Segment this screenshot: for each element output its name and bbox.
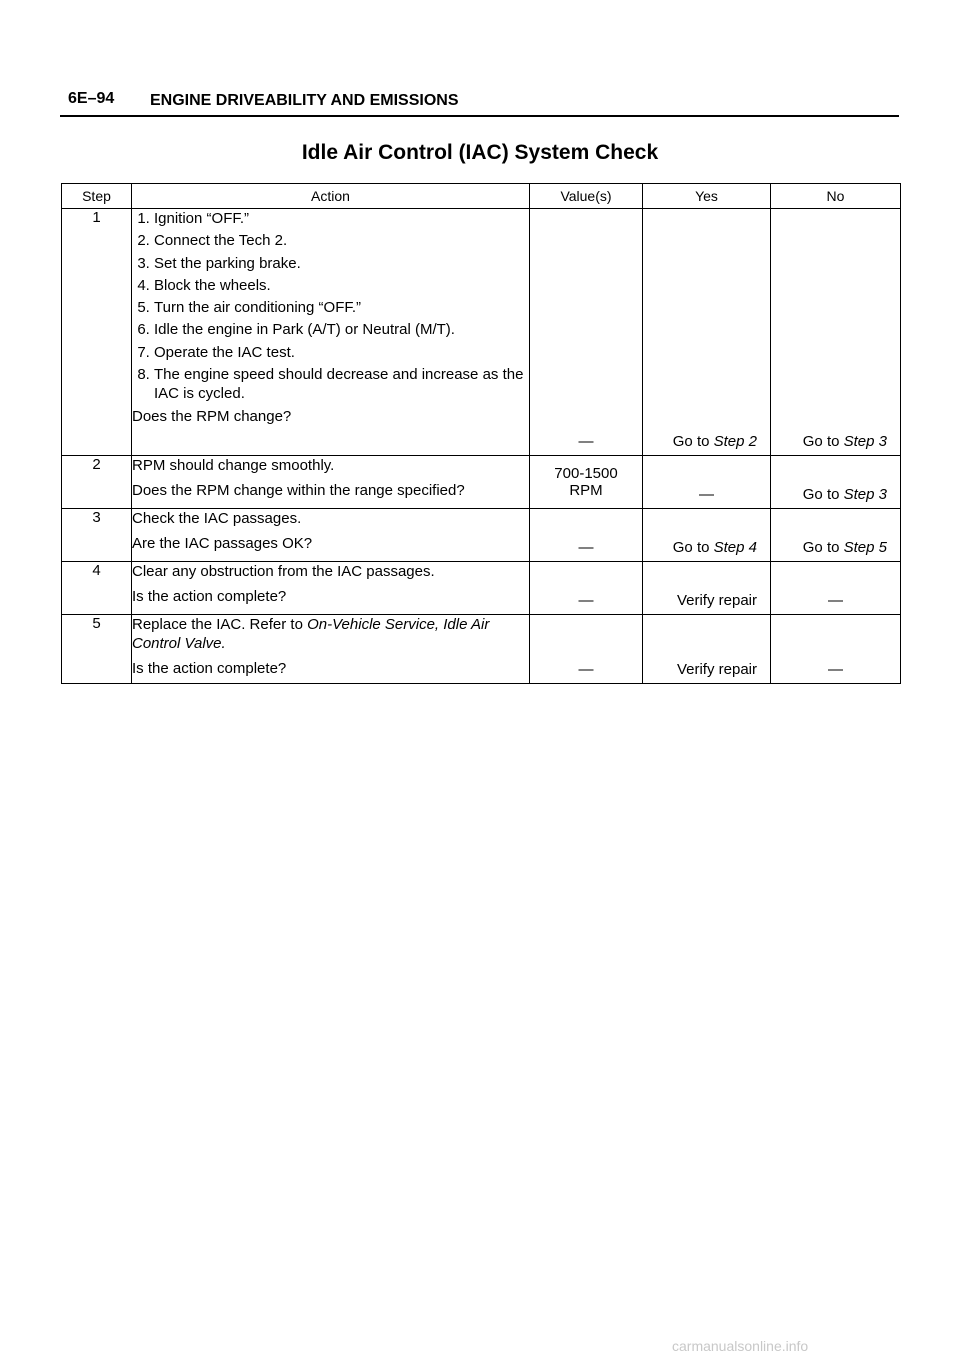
action-text: Check the IAC passages. (132, 510, 302, 527)
table-row (62, 615, 901, 684)
value-text: — (578, 661, 594, 678)
value-cell (530, 562, 643, 615)
table-row (62, 209, 901, 456)
yes-cell (643, 615, 771, 684)
value-cell (530, 509, 643, 562)
document-title: Idle Air Control (IAC) System Check (301, 141, 659, 164)
yes-step-link[interactable]: Step 2 (713, 433, 757, 450)
no-cell (771, 509, 901, 562)
column-header-values: Value(s) (530, 184, 643, 209)
action-cell (132, 209, 530, 456)
no-step-link[interactable]: Step 3 (843, 486, 887, 503)
no-cell (771, 562, 901, 615)
no-step-link[interactable]: Step 5 (843, 539, 887, 556)
no-cell (771, 456, 901, 509)
action-question: Is the action complete? (132, 660, 287, 677)
action-item: 6. Idle the engine in Park (A/T) or Neutral (M/T). (154, 320, 529, 339)
action-item: 2. Connect the Tech 2. (154, 231, 529, 250)
action-question: Does the RPM change? (132, 408, 292, 426)
action-cell (132, 562, 530, 615)
action-question: Is the action complete? (132, 588, 287, 605)
no-prefix: Go to (802, 539, 844, 556)
yes-text (673, 539, 757, 556)
value-text: — (578, 433, 594, 450)
value-cell (530, 615, 643, 684)
yes-cell (643, 209, 771, 456)
step-number: 1 (62, 209, 132, 456)
value-line: 700-1500 (554, 465, 618, 482)
action-item: 1. Ignition “OFF.” (154, 209, 529, 228)
watermark: carmanualsonline.info (672, 1338, 809, 1354)
value-text: — (578, 592, 594, 609)
column-header-step: Step (62, 184, 132, 209)
column-header-no: No (771, 184, 901, 209)
step-number: 4 (62, 562, 132, 615)
page-code: 6E–94 (68, 90, 115, 107)
action-item: 5. Turn the air conditioning “OFF.” (154, 298, 529, 317)
yes-prefix: Go to (672, 539, 714, 556)
column-header-yes: Yes (643, 184, 771, 209)
no-text: — (828, 661, 843, 678)
action-cell (132, 615, 530, 684)
section-title: ENGINE DRIVEABILITY AND EMISSIONS (150, 92, 459, 109)
yes-text (673, 433, 757, 450)
table-header-row (62, 184, 901, 209)
check-table (61, 183, 901, 684)
column-header-action: Action (132, 184, 530, 209)
action-item: 4. Block the wheels. (154, 276, 529, 295)
action-cell (132, 509, 530, 562)
no-text (803, 486, 887, 503)
no-prefix: Go to (802, 486, 844, 503)
yes-cell (643, 456, 771, 509)
yes-step-link[interactable]: Step 4 (713, 539, 757, 556)
table-row (62, 562, 901, 615)
no-step-link[interactable]: Step 3 (843, 433, 887, 450)
action-text (132, 615, 529, 653)
step-number: 3 (62, 509, 132, 562)
no-text (803, 433, 887, 450)
action-list (132, 209, 529, 403)
service-reference-link[interactable]: On-Vehicle Service, Idle Air Control Valve. (132, 616, 490, 652)
step-number: 5 (62, 615, 132, 684)
action-item: 3. Set the parking brake. (154, 254, 529, 273)
yes-prefix: Go to (672, 433, 714, 450)
table-row (62, 456, 901, 509)
action-item: 8. The engine speed should decrease and increase as the IAC is cycled. (154, 365, 529, 403)
step-number: 2 (62, 456, 132, 509)
action-item: 7. Operate the IAC test. (154, 343, 529, 362)
no-prefix: Go to (802, 433, 844, 450)
yes-text: — (699, 486, 714, 503)
action-question: Are the IAC passages OK? (132, 535, 313, 552)
value-cell (530, 456, 643, 509)
action-text: Clear any obstruction from the IAC passages. (132, 563, 435, 580)
action-text: RPM should change smoothly. (132, 457, 335, 474)
action-prefix: Replace the IAC. Refer to (132, 616, 308, 633)
table-row (62, 509, 901, 562)
yes-text: Verify repair (676, 661, 757, 678)
action-question: Does the RPM change within the range specified? (132, 482, 465, 499)
value-text (530, 456, 642, 499)
no-text (803, 539, 887, 556)
value-cell (530, 209, 643, 456)
yes-cell (643, 509, 771, 562)
value-text: — (578, 539, 594, 556)
no-text: — (828, 592, 843, 609)
no-cell (771, 615, 901, 684)
no-cell (771, 209, 901, 456)
value-unit: RPM (569, 482, 603, 499)
action-cell (132, 456, 530, 509)
yes-text: Verify repair (676, 592, 757, 609)
header-rule (60, 115, 899, 117)
yes-cell (643, 562, 771, 615)
